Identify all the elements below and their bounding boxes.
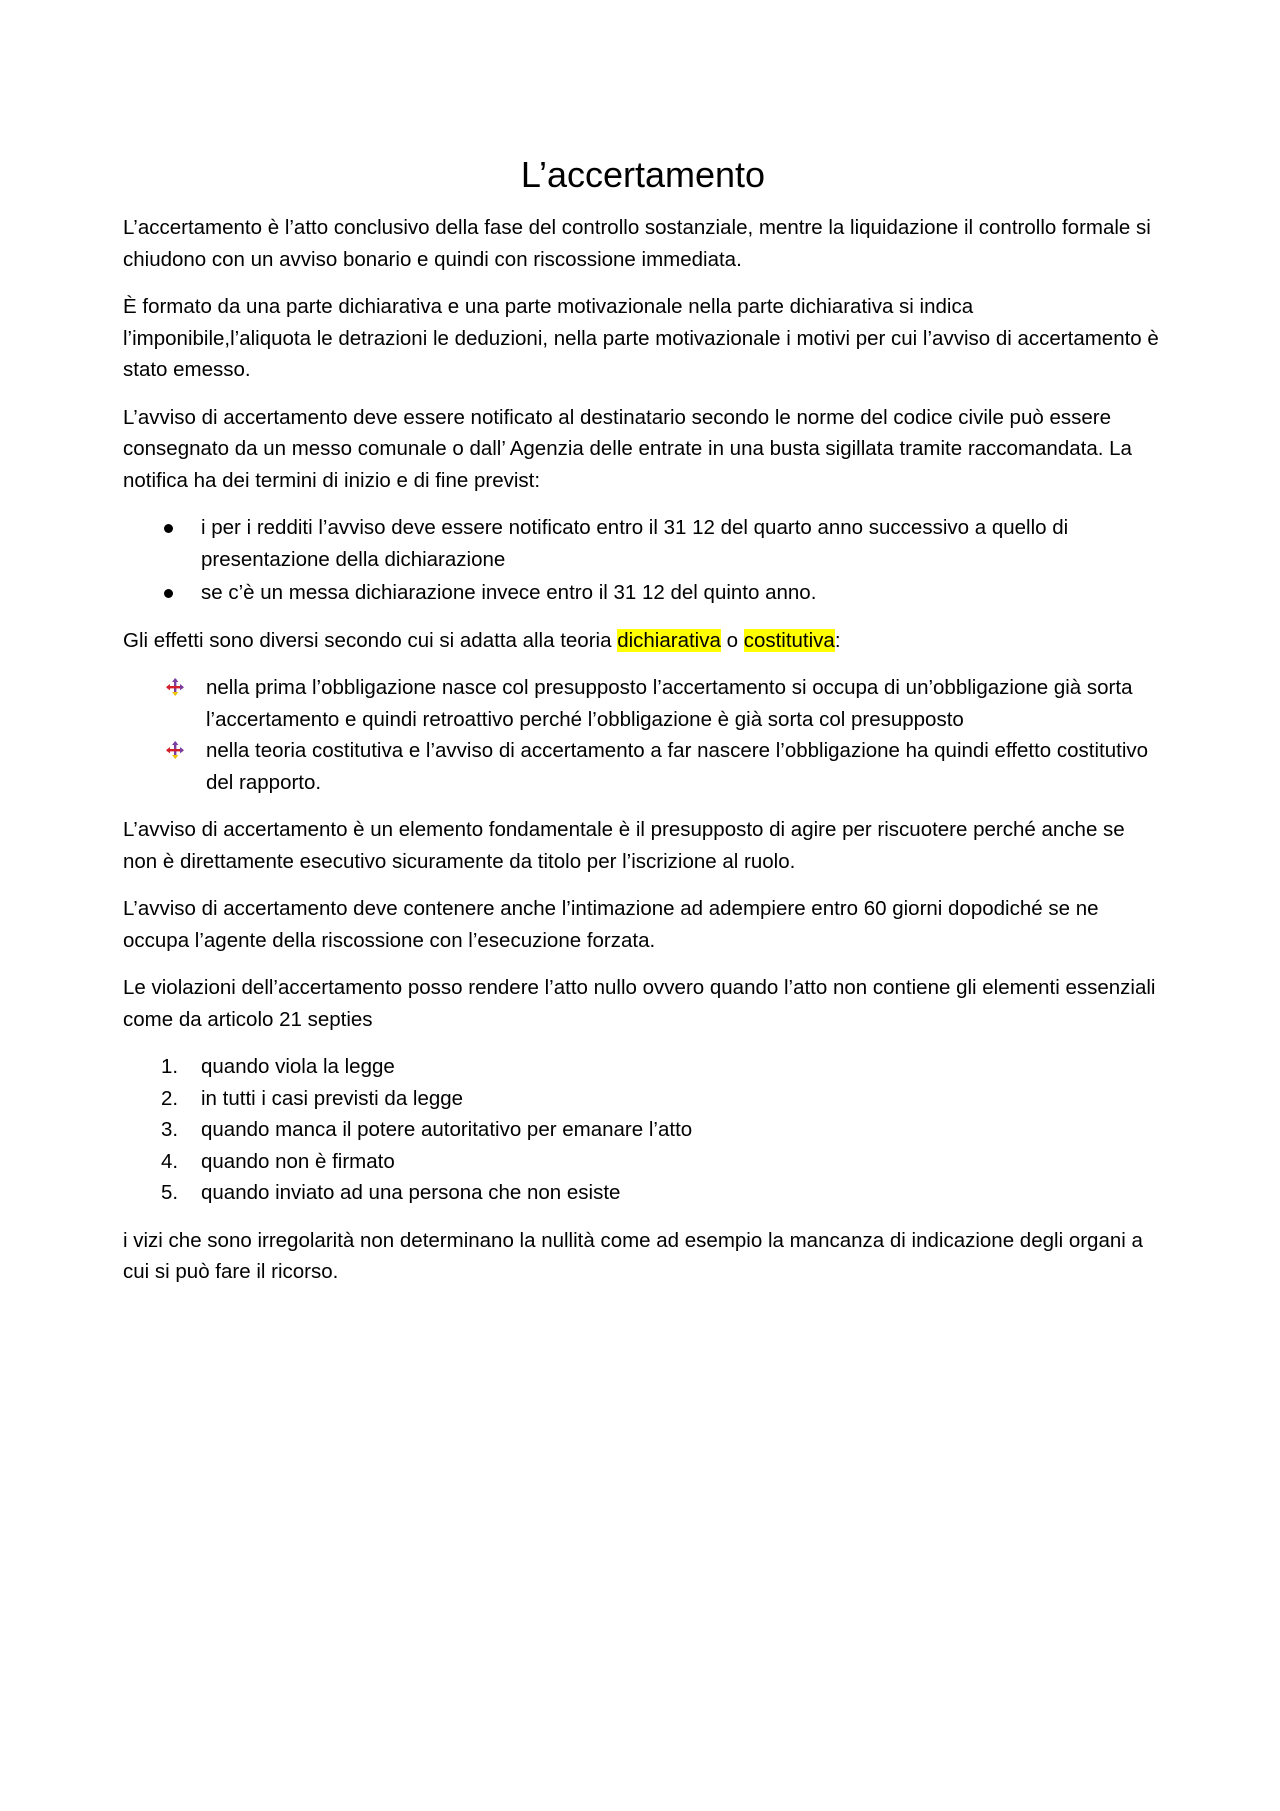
effects-text-after: : [834, 628, 841, 652]
list-item [123, 1051, 1163, 1083]
arrow-list [123, 672, 1163, 798]
paragraph-intro: L’accertamento è l’atto conclusivo della fase del controllo sostanziale, mentre la liquidazione il controllo formale si chiudono con un avviso bonario e quindi con riscossione immediata. [123, 216, 1151, 271]
effects-text-before: Gli effetti sono diversi secondo cui si adatta alla teoria [123, 628, 618, 652]
list-item-text: quando viola la legge [201, 1055, 395, 1078]
effects-text-middle: o [720, 628, 744, 652]
bullet-dot-icon [164, 589, 173, 598]
paragraph-violations: Le violazioni dell’accertamento posso rendere l’atto nullo ovvero quando l’atto non contiene gli elementi essenziali come da articolo 21 septies [123, 976, 1156, 1031]
list-item-text: se c’è un messa dichiarazione invece entro il 31 12 del quinto anno. [201, 581, 817, 604]
list-item-text: i per i redditi l’avviso deve essere notificato entro il 31 12 del quarto anno successivo a quello di presentazione della dichiarazione [201, 516, 1069, 571]
numbered-list [123, 1051, 1163, 1209]
highlight-costitutiva: costitutiva [743, 628, 835, 652]
list-number: 2. [161, 1086, 179, 1110]
document-title: L’accertamento [520, 154, 766, 195]
four-arrows-icon [166, 678, 184, 696]
list-item [123, 1177, 1163, 1209]
four-arrows-icon [166, 741, 184, 759]
paragraph-structure: È formato da una parte dichiarativa e una parte motivazionale nella parte dichiarativa si indica l’imponibile,l’aliquota le detrazioni le deduzioni, nella parte motivazionale i motivi per cui l’avviso di accertamento è stato emesso. [123, 295, 1159, 381]
paragraph-intimation: L’avviso di accertamento deve contenere anche l’intimazione ad adempiere entro 60 giorni dopodiché se ne occupa l’agente della riscossione con l’esecuzione forzata. [123, 897, 1099, 952]
list-item [123, 1083, 1163, 1115]
list-item-text: in tutti i casi previsti da legge [201, 1086, 464, 1110]
document-body [123, 150, 1163, 1304]
list-number: 1. [161, 1055, 179, 1078]
paragraph-defects: i vizi che sono irregolarità non determinano la nullità come ad esempio la mancanza di indicazione degli organi a cui si può fare il ricorso. [123, 1228, 1143, 1283]
list-item-text: quando manca il potere autoritativo per emanare l’atto [201, 1118, 693, 1141]
list-item-text: quando non è firmato [201, 1149, 395, 1173]
list-item [123, 735, 1163, 798]
list-item [123, 1114, 1163, 1146]
paragraph-notification: L’avviso di accertamento deve essere notificato al destinatario secondo le norme del codice civile può essere consegnato da un messo comunale o dall’ Agenzia delle entrate in una busta sigillata tramite raccomandata. La notifica ha dei termini di inizio e di fine previst: [123, 405, 1132, 492]
list-item-text: nella teoria costitutiva e l’avviso di accertamento a far nascere l’obbligazione ha quindi effetto costitutivo del rapporto. [206, 739, 1149, 794]
list-number: 4. [161, 1149, 179, 1173]
list-item [123, 672, 1163, 735]
paragraph-effects [123, 625, 1163, 657]
list-item-text: nella prima l’obbligazione nasce col presupposto l’accertamento si occupa di un’obbligazione già sorta l’accertamento e quindi retroattivo perché l’obbligazione è già sorta col presupposto [206, 676, 1133, 731]
list-item-text: quando inviato ad una persona che non esiste [201, 1181, 621, 1204]
bullet-dot-icon [164, 524, 173, 533]
paragraph-fundamental: L’avviso di accertamento è un elemento fondamentale è il presupposto di agire per riscuotere perché anche se non è direttamente esecutivo sicuramente da titolo per l’iscrizione al ruolo. [123, 818, 1125, 873]
list-number: 3. [161, 1118, 179, 1141]
list-item [123, 577, 1163, 609]
bullet-list [123, 512, 1163, 609]
highlight-dichiarativa: dichiarativa [617, 628, 721, 652]
list-item [123, 512, 1163, 575]
list-item [123, 1146, 1163, 1178]
list-number: 5. [161, 1181, 179, 1204]
